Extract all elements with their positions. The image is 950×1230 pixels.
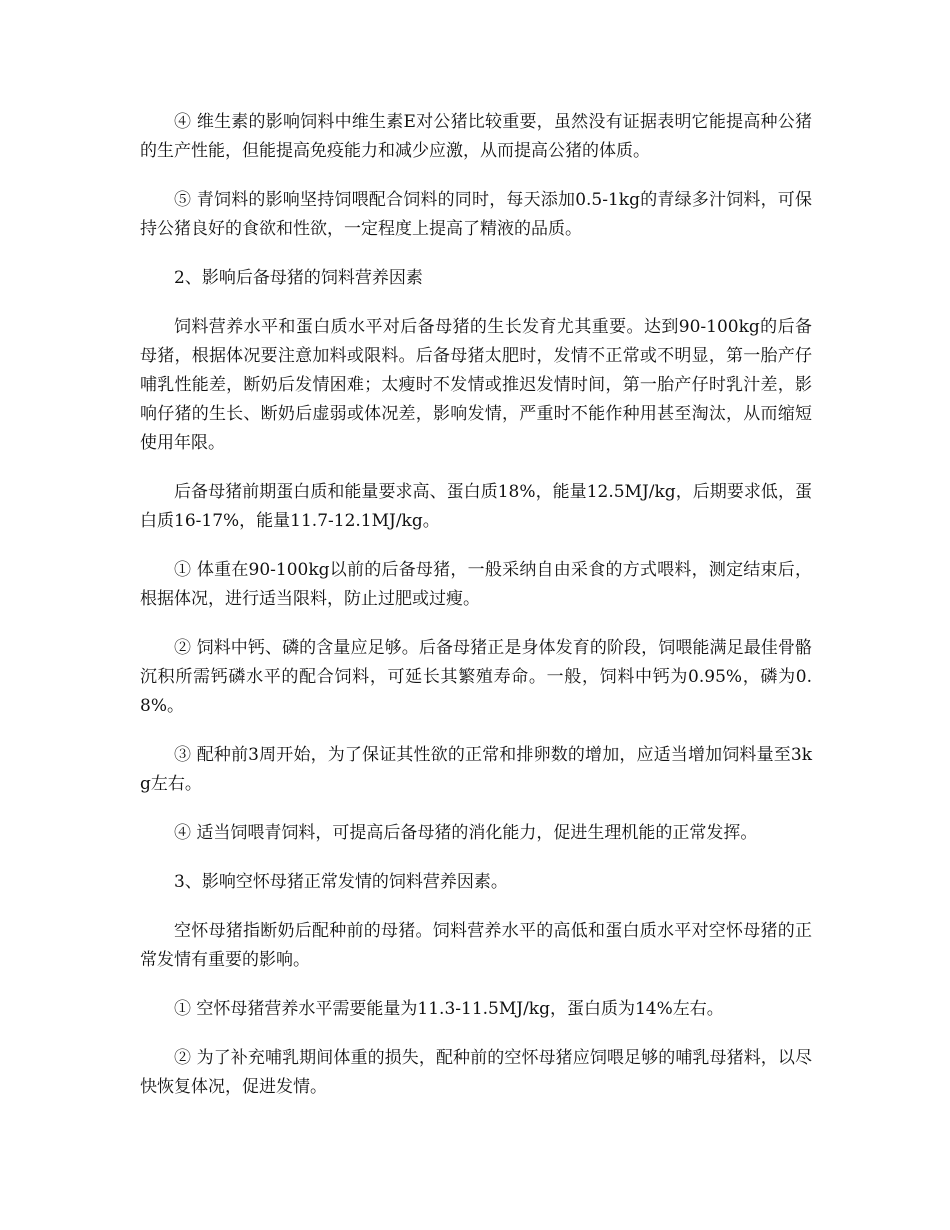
paragraph-green-feed-gilts: ④ 适当饲喂青饲料，可提高后备母猪的消化能力，促进生理机能的正常发挥。	[174, 823, 758, 843]
paragraph-green-feed: ⑤ 青饲料的影响坚持饲喂配合饲料的同时，每天添加0.5-1kg的青绿多汁饲料，可保持公猪良好的食欲和性欲，一定程度上提高了精液的品质。	[140, 190, 812, 239]
paragraph-empty-sow-recovery: ② 为了补充哺乳期间体重的损失，配种前的空怀母猪应饲喂足够的哺乳母猪料，以尽快恢复体况，促进发情。	[140, 1048, 812, 1097]
paragraph-empty-sow-energy: ① 空怀母猪营养水平需要能量为11.3-11.5MJ/kg，蛋白质为14%左右。	[174, 999, 724, 1019]
section-heading-empty-sows: 3、影响空怀母猪正常发情的饲料营养因素。	[174, 872, 508, 892]
paragraph-calcium-phosphorus: ② 饲料中钙、磷的含量应足够。后备母猪正是身体发育的阶段，饲喂能满足最佳骨骼沉积所需钙磷水平的配合饲料，可延长其繁殖寿命。一般，饲料中钙为0.95%，磷为0.8%。	[140, 638, 812, 716]
paragraph-pre-breeding: ③ 配种前3周开始，为了保证其性欲的正常和排卵数的增加，应适当增加饲料量至3kg左右。	[140, 745, 812, 794]
paragraph-vitamin-e: ④ 维生素的影响饲料中维生素E对公猪比较重要，虽然没有证据表明它能提高种公猪的生产性能，但能提高免疫能力和减少应激，从而提高公猪的体质。	[140, 112, 812, 161]
paragraph-empty-sow-definition: 空怀母猪指断奶后配种前的母猪。饲料营养水平的高低和蛋白质水平对空怀母猪的正常发情有重要的影响。	[140, 921, 812, 970]
section-heading-gilts: 2、影响后备母猪的饲料营养因素	[174, 268, 423, 288]
paragraph-gilt-nutrition: 饲料营养水平和蛋白质水平对后备母猪的生长发育尤其重要。达到90-100kg的后备母猪，根据体况要注意加料或限料。后备母猪太肥时，发情不正常或不明显，第一胎产仔哺乳性能差，断奶后发情困难；太瘦时不发情或推迟发情时间，第一胎产仔时乳汁差，影响仔猪的生长、断奶后虚弱或体况差，影响发情，严重时不能作种用甚至淘汰，从而缩短使用年限。	[140, 317, 812, 453]
document-page	[140, 108, 812, 1122]
paragraph-gilt-weight: ① 体重在90-100kg以前的后备母猪，一般采纳自由采食的方式喂料，测定结束后，根据体况，进行适当限料，防止过肥或过瘦。	[140, 560, 812, 609]
paragraph-gilt-protein-energy: 后备母猪前期蛋白质和能量要求高、蛋白质18%，能量12.5MJ/kg，后期要求低，蛋白质16-17%，能量11.7-12.1MJ/kg。	[140, 482, 812, 531]
